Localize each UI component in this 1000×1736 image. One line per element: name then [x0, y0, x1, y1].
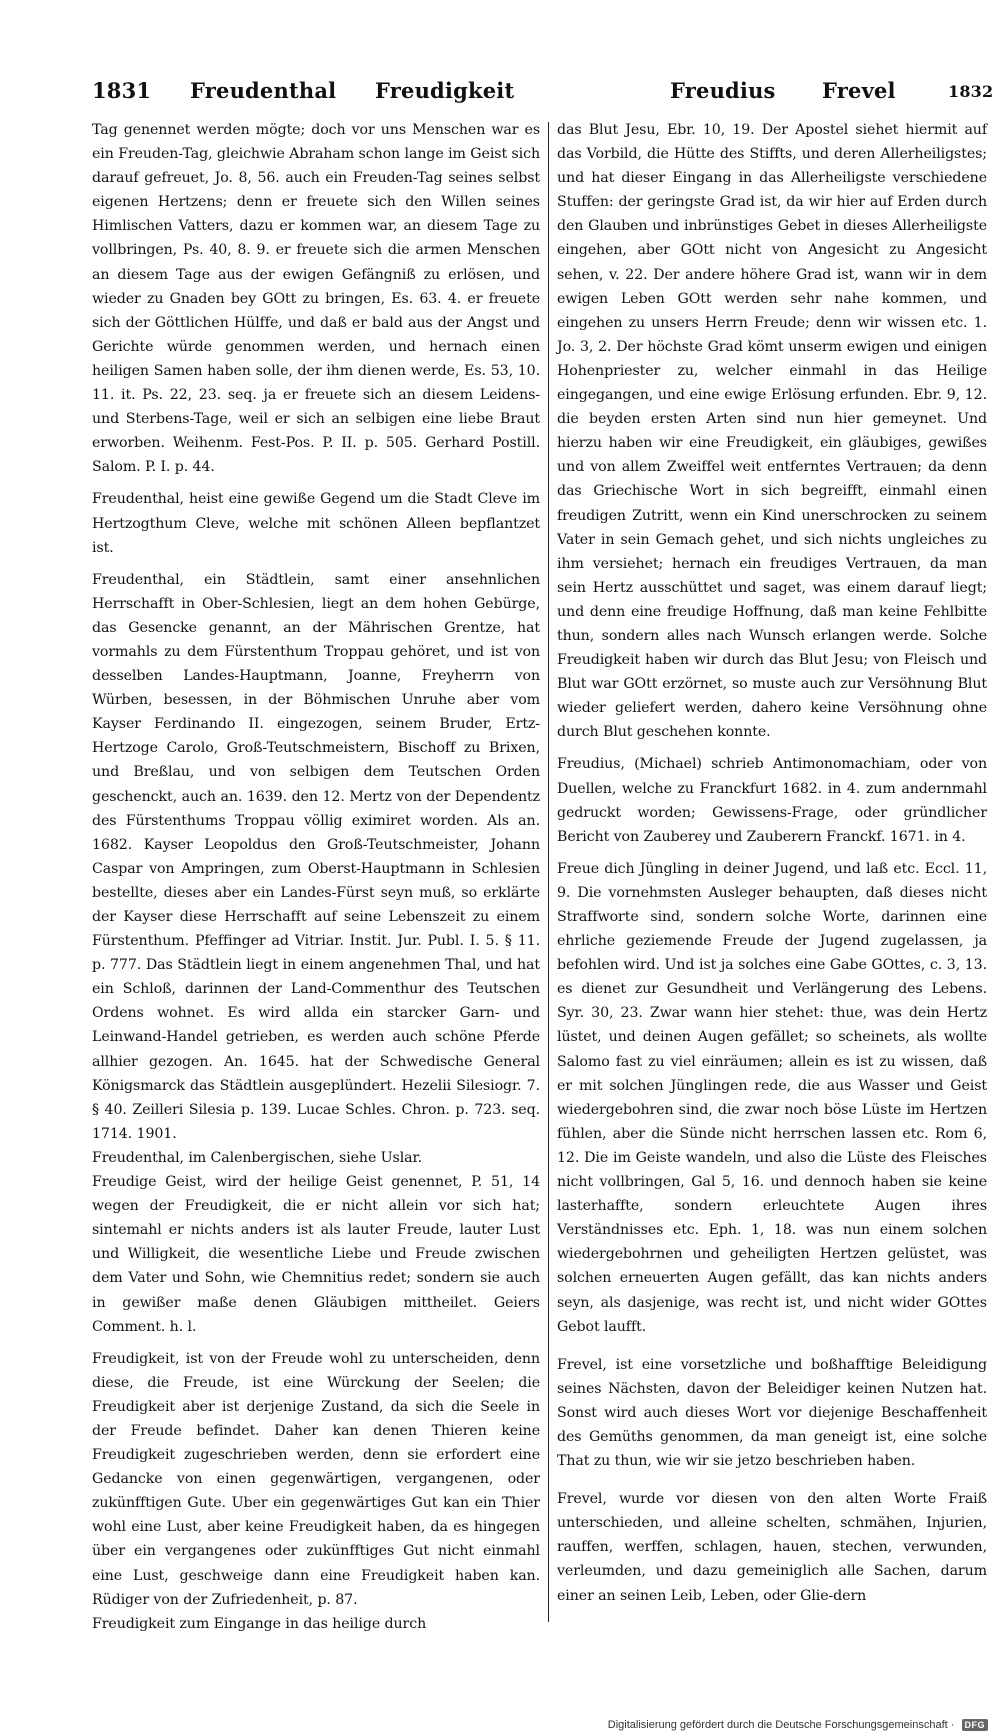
left-column — [92, 118, 540, 1636]
entry-freudigkeit-eingang: Freudigkeit zum Eingange in das heilige durch — [92, 1615, 427, 1632]
running-head-right-2: Frevel — [822, 78, 896, 103]
entry-freudenthal-schlesien: Freudenthal, ein Städtlein, samt einer ansehnlichen Herrschafft in Ober-Schlesien, liegt an dem hohen Gebürge, das Gesencke genannt, an der Mährischen Grentze, hat vormahls zu dem Fürstenthum Troppau gehöret, und ist von desselben Landes-Hauptmann, Joanne, Freyherrn von Würben, besessen, in der Böhmischen Unruhe aber vom Kayser Ferdinando II. eingezogen, seinem Bruder, Ertz-Hertzoge Carolo, Groß-Teutschmeistern, Bischoff zu Brixen, und Breßlau, und von selbigen dem Teutschen Orden geschenckt, auch an. 1639. den 12. Mertz von der Dependentz des Fürstenthums Troppau völlig eximiret worden. Als an. 1682. Kayser Leopoldus den Groß-Teutschmeister, Johann Caspar von Ampringen, zum Oberst-Hauptmann in Schlesien bestellte, dieses aber ein Landes-Fürst seyn muß, so erklärte der Kayser diese Herrschafft auf seine Lebenszeit zu einem Fürstenthum. Pfeffinger ad Vitriar. Instit. Jur. Publ. I. 5. § 11. p. 777. Das Städtlein liegt in einem angenehmen Thal, und hat ein Schloß, darinnen der Land-Commenthur des Teutschen Ordens wohnet. Es wird allda ein starcker Garn- und Leinwand-Handel getrieben, es werden auch schöne Pferde allhier gezogen. An. 1645. hat der Schwedische General Königsmarck das Städtlein ausgeplündert. Hezelii Silesiogr. 7. § 40. Zeilleri Silesia p. 139. Lucae Schles. Chron. p. 723. seq. 1714. 1901. — [92, 571, 540, 1142]
running-head-left-1: Freudenthal — [190, 78, 337, 103]
page-number-left: 1831 — [92, 78, 152, 103]
page-number-right: 1832 — [948, 82, 994, 101]
entry-paragraph: Tag genennet werden mögte; doch vor uns Menschen war es ein Freuden-Tag, gleichwie Abraham schon lange im Geist sich darauf gefreuet, Jo. 8, 56. auch ein Freuden-Tag seines selbst eigenen Hertzens; denn er freuete sich den Willen seines Himlischen Vatters, dazu er kommen war, an diesem Tage zu vollbringen, Ps. 40, 8. 9. er freuete sich die armen Menschen an diesem Tage aus der ewigen Gefängniß zu erlösen, und wieder zu Gnaden bey GOtt zu bringen, Es. 63. 4. er freuete sich der Göttlichen Hülffe, und daß er bald aus der Angst und Gerichte würde genommen werden, und hernach einen heiligen Samen haben solle, der ihm dienen werde, Es. 53, 10. 11. it. Ps. 22, 23. seq. ja er freuete sich an diesem Leidens- und Sterbens-Tage, weil er sich an selbigen eine liebe Braut erworben. Weihenm. Fest-Pos. P. II. p. 505. Gerhard Postill. Salom. P. I. p. 44. — [92, 122, 540, 476]
entry-freudenthal-calenberg: Freudenthal, im Calenbergischen, siehe Uslar. — [92, 1149, 423, 1166]
dfg-logo: DFG — [962, 1719, 989, 1731]
entry-freudige-geist: Freudige Geist, wird der heilige Geist genennet, P. 51, 14 wegen der Freudigkeit, die er nicht allein vor sich hat; sintemahl er nichts anders ist als lauter Freude, lauter Lust und Willigkeit, die wesentliche Liebe und Freude zwischen dem Vater und Sohn, wie Chemnitius redet; sondern sie auch in gewißer maße denen Gläubigen mittheilet. Geiers Comment. h. l. — [92, 1174, 540, 1335]
running-head-left-2: Freudigkeit — [375, 78, 515, 103]
entry-freudigkeit: Freudigkeit, ist von der Freude wohl zu unterscheiden, denn diese, die Freude, ist eine Würckung der Seelen; die Freudigkeit aber ist derjenige Zustand, da sich die Seele in der Freude befindet. Daher kan denen Thieren keine Freudigkeit zugeschrieben werden, denn sie erfordert eine Gedancke von einen gegenwärtigen, vergangenen, oder zukünfftigen Gute. Uber ein gegenwärtiges Gut kan ein Thier wohl eine Lust, aber keine Freudigkeit haben, da es hingegen über ein vergangenes oder zukünfftiges Gut nicht einmahl eine Lust, geschweige dann eine Freudigkeit haben kan. Rüdiger von der Zufriedenheit, p. 87. — [92, 1350, 540, 1608]
column-divider — [548, 122, 549, 1622]
entry-freue-dich: Freue dich Jüngling in deiner Jugend, und laß etc. Eccl. 11, 9. Die vornehmsten Ausleger behaupten, daß dieses nicht Straffworte sind, sondern solche Worte, darinnen eine ehrliche geziemende Freude der Jugend zugelassen, ja befohlen wird. Und ist ja solches eine Gabe GOttes, c. 3, 13. es dienet zur Gesundheit und Verlängerung des Lebens. Syr. 30, 23. Zwar wann hier stehet: thue, was dein Hertz lüstet, und deinen Augen gefället; so scheinets, als wollte Salomo fast zu viel einräumen; allein es ist zu wissen, daß er mit solchen Jünglingen rede, die aus Wasser und Geist wiedergebohren sind, die zwar noch böse Lüste im Hertzen fühlen, aber die Sünde nicht herrschen lassen etc. Rom 6, 12. Die im Geiste wandeln, und also die Lüste des Fleisches nicht vollbringen, Gal 5, 16. und dennoch haben sie keine lasterhaffte, sondern erleuchtete Augen ihres Verständnisses etc. Eph. 1, 18. was nun einem solchen wiedergebohrnen und geheiligten Hertzen gelüstet, was solchen erneuerten Augen gefällt, das kan nichts anders seyn, als dasjenige, was recht ist, und nicht wider GOttes Gebot laufft. — [557, 860, 987, 1335]
entry-paragraph: das Blut Jesu, Ebr. 10, 19. Der Apostel siehet hiermit auf das Vorbild, die Hütte des Stiffts, und deren Allerheiligstes; und hat dieser Eingang in das Allerheiligste verschiedene Stuffen: der geringste Grad ist, da wir hier auf Erden durch den Glauben und inbrünstiges Gebet in dieses Allerheiligste eingehen, aber GOtt nicht von Angesicht zu Angesicht sehen, v. 22. Der andere höhere Grad ist, wann wir in dem ewigen Leben GOtt werden sehr nahe kommen, und eingehen zu unsers Herrn Freude; denn wir wissen etc. 1. Jo. 3, 2. Der höchste Grad kömt unserm ewigen und einigen Hohenpriester zu, welcher einmahl in das Heilige eingegangen, und eine ewige Erlösung erfunden. Ebr. 9, 12. die beyden ersten Arten sind nun hier gemeynet. Und hierzu haben wir eine Freudigkeit, ein gläubiges, gewißes und von allem Zweiffel weit entferntes Vertrauen; da denn das Griechische Wort in sich begreifft, einmahl einen freudigen Zutritt, wenn ein Kind unerschrocken zu seinem Vater in sein Gemach gehet, und sich nichts ungleiches zu ihm versiehet; hernach ein freudiges Vertrauen, da man sein Hertz ausschüttet und saget, was einem darauf liegt; und denn eine freudige Hoffnung, daß man keine Fehlbitte thun, sondern alles nach Wunsch erlangen werde. Solche Freudigkeit haben wir durch das Blut Jesu; von Fleisch und Blut war GOtt erzörnet, so muste auch zur Versöhnung Blut wieder geliefert werden, dahero keine Versöhnung ohne durch Blut geschehen konnte. — [557, 122, 987, 741]
right-column — [557, 118, 987, 1608]
entry-frevel-1: Frevel, ist eine vorsetzliche und boßhafftige Beleidigung seines Nächsten, davon der Beleidiger keinen Nutzen hat. Sonst wird auch dieses Wort vor diejenige Beschaffenheit des Gemüths genommen, da man geneigt ist, eine solche That zu thun, wie wir sie jetzo beschrieben haben. — [557, 1356, 987, 1470]
digitization-credit — [608, 1719, 988, 1731]
running-head-right-1: Freudius — [670, 78, 776, 103]
entry-freudenthal-cleve: Freudenthal, heist eine gewiße Gegend um die Stadt Cleve im Hertzogthum Cleve, welche mit schönen Alleen bepflantzet ist. — [92, 491, 540, 556]
entry-freudius: Freudius, (Michael) schrieb Antimonomachiam, oder von Duellen, welche zu Franckfurt 1682. in 4. zum andernmahl gedruckt worden; Gewissens-Frage, oder gründlicher Bericht von Zauberey und Zauberern Franckf. 1671. in 4. — [557, 756, 987, 845]
credit-text: Digitalisierung gefördert durch die Deutsche Forschungsgemeinschaft · — [607, 1719, 955, 1731]
entry-frevel-2: Frevel, wurde vor diesen von den alten Worte Fraiß unterschieden, und alleine schelten, schmähen, Injurien, rauffen, werffen, schlagen, hauen, stechen, verwunden, verleumden, und dazu gemeiniglich alle Sachen, darum einer an seinen Leib, Leben, oder Glie-dern — [557, 1491, 987, 1604]
